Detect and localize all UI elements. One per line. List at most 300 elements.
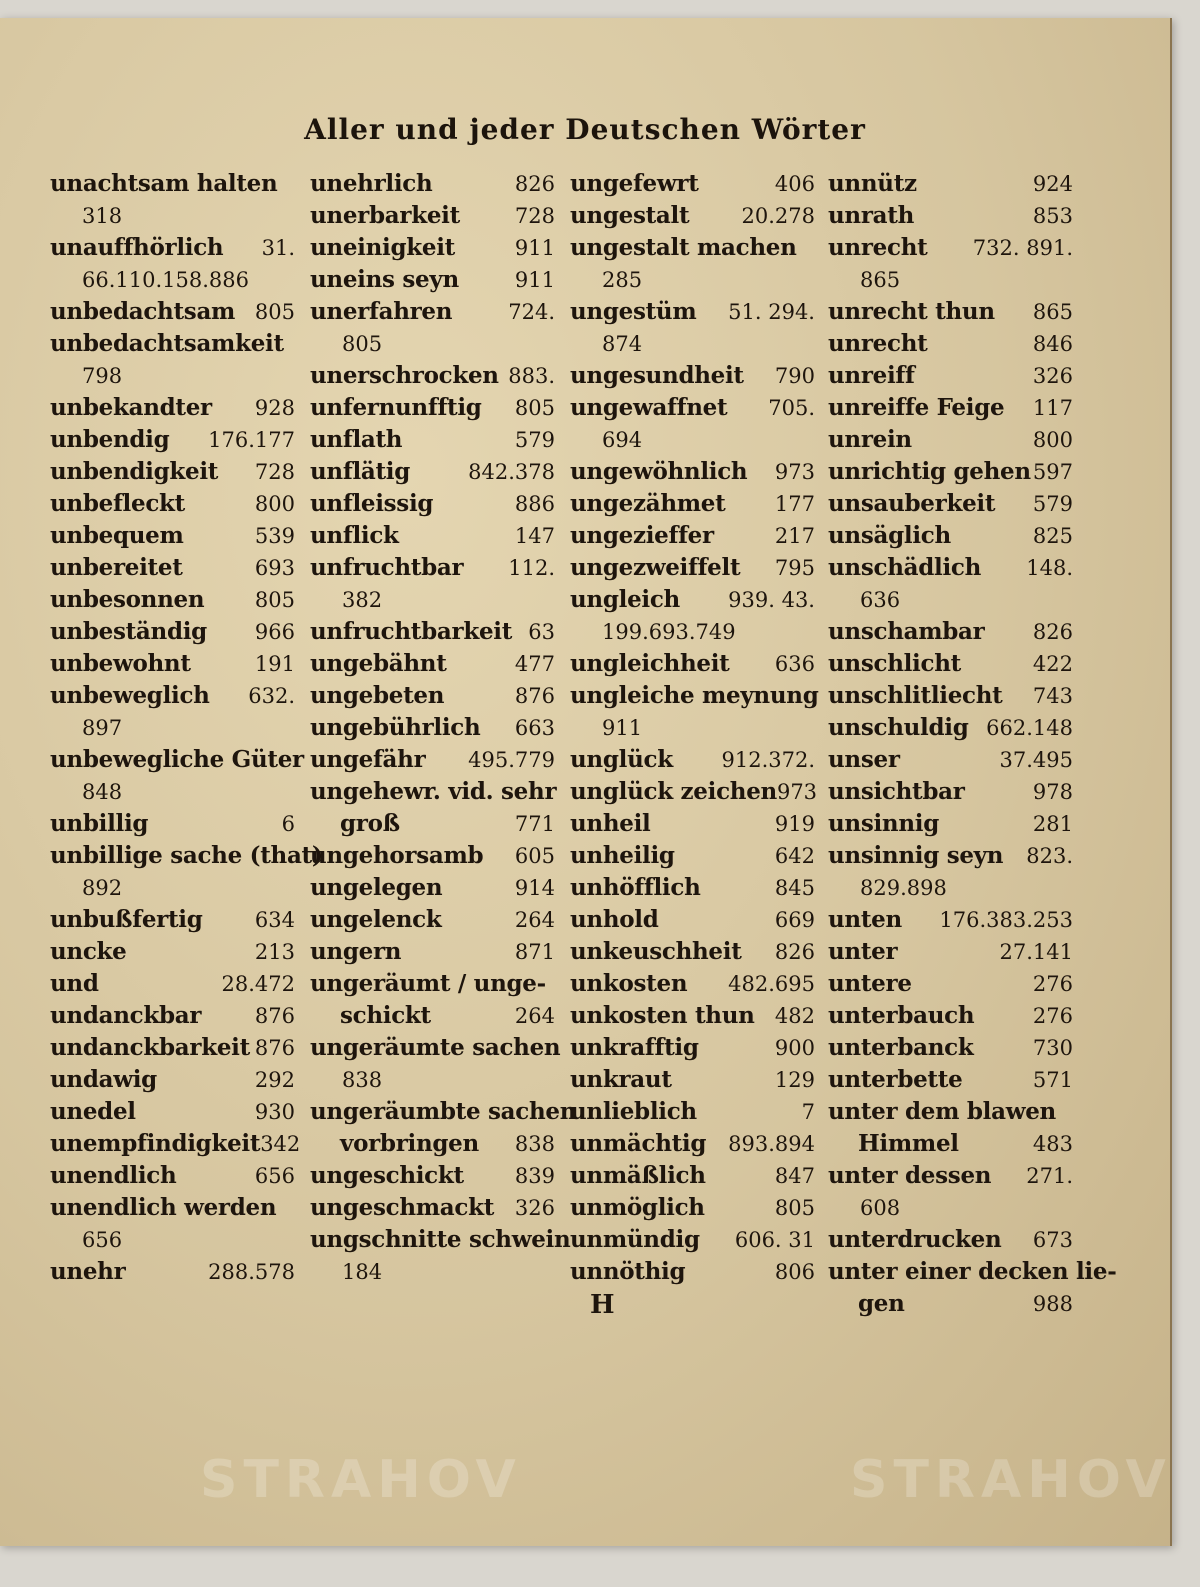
index-entry (570, 904, 815, 936)
entry-page-numbers: 382 (342, 588, 383, 612)
index-entry (570, 168, 815, 200)
index-entry (570, 680, 819, 712)
entry-page-numbers: 805 (514, 396, 555, 420)
index-entry (310, 840, 555, 872)
entry-page-numbers: 281 (1032, 812, 1073, 836)
index-entry (828, 1288, 1073, 1320)
entry-page-numbers: 730 (1032, 1036, 1073, 1060)
index-entry (570, 744, 815, 776)
entry-page-numbers: 826 (514, 172, 555, 196)
entry-word: unbedachtsam (50, 298, 236, 325)
entry-word: ungestalt (570, 202, 690, 229)
entry-page-numbers: 326 (1032, 364, 1073, 388)
index-entry (310, 968, 555, 1000)
index-entry (310, 392, 555, 424)
entry-word: unbendigkeit (50, 458, 219, 485)
entry-page-numbers: 20.278 (741, 204, 815, 228)
index-entry (50, 776, 295, 808)
entry-page-numbers: 829.898 (860, 876, 947, 900)
index-entry (570, 1160, 815, 1192)
index-entry (50, 296, 295, 328)
index-entry (310, 264, 555, 296)
index-entry (828, 1160, 1073, 1192)
index-entry (828, 808, 1073, 840)
entry-word: unbequem (50, 522, 184, 549)
index-entry (50, 904, 295, 936)
entry-word: ungeschmackt (310, 1194, 495, 1221)
entry-word: ungleich (570, 586, 680, 613)
entry-page-numbers: 579 (1032, 492, 1073, 516)
index-entry (828, 1128, 1073, 1160)
index-entry (570, 584, 815, 616)
index-entry (828, 328, 1073, 360)
entry-page-numbers: 724. (508, 300, 555, 324)
entry-page-numbers: 924 (1032, 172, 1073, 196)
index-entry (570, 1256, 815, 1288)
entry-word: unlieblich (570, 1098, 697, 1125)
entry-page-numbers: 217 (774, 524, 815, 548)
index-entry (50, 1064, 295, 1096)
entry-page-numbers: 798 (82, 364, 123, 388)
index-entry (50, 808, 295, 840)
index-entry (50, 872, 295, 904)
entry-page-numbers: 886 (514, 492, 555, 516)
entry-word: unachtsam halten (50, 170, 278, 197)
entry-page-numbers: 795 (774, 556, 815, 580)
index-entry (50, 1256, 295, 1288)
index-entry (50, 648, 295, 680)
entry-page-numbers: 6 (281, 812, 295, 836)
entry-word: unendlich werden (50, 1194, 277, 1221)
entry-page-numbers: 288.578 (208, 1260, 295, 1284)
entry-page-numbers: 177 (774, 492, 815, 516)
index-entry (50, 1192, 295, 1224)
index-entry (310, 296, 555, 328)
entry-word: gen (858, 1290, 905, 1317)
index-entry (828, 1192, 1073, 1224)
entry-page-numbers: 732. 891. (972, 236, 1073, 260)
index-entry (570, 1096, 815, 1128)
entry-page-numbers: 662.148 (986, 716, 1073, 740)
entry-word: unsauberkeit (828, 490, 996, 517)
entry-word: ungleichheit (570, 650, 730, 677)
entry-page-numbers: 805 (254, 588, 295, 612)
entry-word: ungelegen (310, 874, 443, 901)
entry-word: unterbauch (828, 1002, 975, 1029)
entry-page-numbers: 184 (342, 1260, 383, 1284)
index-entry (310, 552, 555, 584)
index-entry (50, 680, 295, 712)
entry-page-numbers: 276 (1032, 972, 1073, 996)
entry-page-numbers: 874 (602, 332, 643, 356)
entry-word: undanckbarkeit (50, 1034, 250, 1061)
entry-page-numbers: 37.495 (999, 748, 1073, 772)
book-page (0, 18, 1172, 1546)
entry-page-numbers: 176.383.253 (939, 908, 1073, 932)
entry-word: unser (828, 746, 900, 773)
entry-page-numbers: 743 (1032, 684, 1073, 708)
index-entry (828, 744, 1073, 776)
index-entry (570, 616, 815, 648)
index-entry (50, 168, 295, 200)
entry-word: vorbringen (340, 1130, 479, 1157)
index-entry (570, 264, 815, 296)
entry-page-numbers: 805 (342, 332, 383, 356)
entry-page-numbers: 806 (774, 1260, 815, 1284)
index-entry (50, 520, 295, 552)
index-entry (310, 1224, 571, 1256)
entry-word: unschädlich (828, 554, 982, 581)
entry-page-numbers: 876 (254, 1036, 295, 1060)
index-entry (570, 1032, 815, 1064)
entry-word: ungeräumbte sachen (310, 1098, 577, 1125)
entry-page-numbers: 292 (254, 1068, 295, 1092)
entry-page-numbers: 790 (774, 364, 815, 388)
entry-page-numbers: 495.779 (468, 748, 555, 772)
index-entry (828, 648, 1073, 680)
index-entry (310, 872, 555, 904)
index-entry (828, 488, 1073, 520)
index-entry (570, 488, 815, 520)
index-entry (828, 520, 1073, 552)
index-entry (828, 1000, 1073, 1032)
index-entry (570, 328, 815, 360)
entry-page-numbers: 823. (1026, 844, 1073, 868)
index-entry (310, 1192, 555, 1224)
entry-page-numbers: 264 (514, 1004, 555, 1028)
entry-word: unsichtbar (828, 778, 965, 805)
entry-page-numbers: 264 (514, 908, 555, 932)
entry-page-numbers: 876 (254, 1004, 295, 1028)
index-entry (570, 808, 815, 840)
index-entry (828, 968, 1073, 1000)
entry-page-numbers: 571 (1032, 1068, 1073, 1092)
index-entry (828, 840, 1073, 872)
entry-page-numbers: 846 (1032, 332, 1073, 356)
index-entry (310, 488, 555, 520)
entry-word: unedel (50, 1098, 136, 1125)
entry-page-numbers: 911 (602, 716, 643, 740)
entry-word: unsäglich (828, 522, 951, 549)
entry-page-numbers: 483 (1032, 1132, 1073, 1156)
index-entry (828, 904, 1073, 936)
entry-word: unkraut (570, 1066, 672, 1093)
entry-word: unbewegliche Güter (50, 746, 304, 773)
index-entry (570, 200, 815, 232)
entry-page-numbers: 27.141 (999, 940, 1073, 964)
entry-word: unheilig (570, 842, 675, 869)
entry-word: unrecht thun (828, 298, 995, 325)
entry-word: schickt (340, 1002, 431, 1029)
entry-page-numbers: 865 (860, 268, 901, 292)
index-entry (570, 232, 815, 264)
index-entry (310, 904, 555, 936)
entry-page-numbers: 838 (514, 1132, 555, 1156)
entry-page-numbers: 978 (1032, 780, 1073, 804)
entry-page-numbers: 939. 43. (728, 588, 815, 612)
entry-word: unfernunfftig (310, 394, 482, 421)
entry-word: unglück (570, 746, 673, 773)
entry-page-numbers: 848 (82, 780, 123, 804)
index-entry (50, 840, 323, 872)
index-entry (570, 840, 815, 872)
entry-word: untere (828, 970, 912, 997)
entry-word: unehrlich (310, 170, 433, 197)
entry-page-numbers: 800 (1032, 428, 1073, 452)
entry-page-numbers: 919 (774, 812, 815, 836)
index-entry (570, 712, 815, 744)
index-entry (828, 168, 1073, 200)
entry-word: unsinnig (828, 810, 939, 837)
entry-word: ungehewr. vid. sehr (310, 778, 557, 805)
index-column-4 (828, 168, 1117, 1320)
index-entry (570, 872, 815, 904)
entry-word: unfleissig (310, 490, 434, 517)
entry-page-numbers: 673 (1032, 1228, 1073, 1252)
index-entry (50, 328, 295, 360)
index-entry (50, 1000, 295, 1032)
entry-word: unheil (570, 810, 651, 837)
entry-word: unbußfertig (50, 906, 203, 933)
entry-word: ungehorsamb (310, 842, 484, 869)
entry-word: unflätig (310, 458, 411, 485)
entry-word: unbekandter (50, 394, 212, 421)
index-entry (50, 360, 295, 392)
entry-page-numbers: 883. (508, 364, 555, 388)
index-entry (828, 360, 1073, 392)
index-entry (50, 488, 295, 520)
entry-word: unrichtig gehen (828, 458, 1031, 485)
index-entry (570, 520, 815, 552)
index-entry (828, 872, 1073, 904)
entry-page-numbers: 213 (254, 940, 295, 964)
index-entry (50, 616, 295, 648)
entry-word: unerfahren (310, 298, 453, 325)
entry-page-numbers: 914 (514, 876, 555, 900)
index-entry (570, 456, 815, 488)
index-entry (50, 936, 295, 968)
entry-page-numbers: 539 (254, 524, 295, 548)
entry-word: unerschrocken (310, 362, 499, 389)
index-entry (828, 424, 1073, 456)
index-entry (570, 1192, 815, 1224)
entry-word: unbesonnen (50, 586, 205, 613)
index-entry (310, 584, 555, 616)
entry-word: unter dessen (828, 1162, 992, 1189)
entry-word: unschuldig (828, 714, 969, 741)
index-entry (310, 328, 555, 360)
entry-word: unflick (310, 522, 399, 549)
index-entry (570, 968, 815, 1000)
entry-page-numbers: 285 (602, 268, 643, 292)
index-column-2 (310, 168, 577, 1288)
entry-page-numbers: 276 (1032, 1004, 1073, 1028)
index-entry (828, 392, 1073, 424)
index-entry (828, 552, 1073, 584)
index-entry (570, 776, 818, 808)
entry-word: unter dem blawen (828, 1098, 1056, 1125)
index-entry (828, 264, 1073, 296)
index-entry (828, 776, 1073, 808)
entry-page-numbers: 973 (774, 460, 815, 484)
index-entry (310, 616, 555, 648)
entry-page-numbers: 579 (514, 428, 555, 452)
entry-page-numbers: 482 (774, 1004, 815, 1028)
entry-word: unter (828, 938, 898, 965)
index-entry (570, 552, 815, 584)
entry-word: ungesundheit (570, 362, 744, 389)
index-entry (828, 1256, 1117, 1288)
entry-page-numbers: 826 (1032, 620, 1073, 644)
entry-word: unterbanck (828, 1034, 974, 1061)
index-entry (310, 936, 555, 968)
entry-page-numbers: 129 (774, 1068, 815, 1092)
entry-page-numbers: 477 (514, 652, 555, 676)
entry-word: ungebähnt (310, 650, 447, 677)
watermark-left: STRAHOV (200, 1450, 522, 1510)
watermark-right: STRAHOV (850, 1450, 1172, 1510)
entry-page-numbers: 147 (514, 524, 555, 548)
entry-page-numbers: 911 (514, 268, 555, 292)
entry-page-numbers: 28.472 (221, 972, 295, 996)
entry-page-numbers: 911 (514, 236, 555, 260)
entry-page-numbers: 642 (774, 844, 815, 868)
entry-word: ungeräumt / unge- (310, 970, 546, 997)
entry-word: ungleiche meynung (570, 682, 819, 709)
entry-word: unauffhörlich (50, 234, 224, 261)
entry-page-numbers: 112. (508, 556, 555, 580)
catchword: H (590, 1290, 615, 1320)
index-entry (50, 552, 295, 584)
entry-page-numbers: 839 (514, 1164, 555, 1188)
entry-word: ungezweiffelt (570, 554, 741, 581)
index-entry (570, 1128, 815, 1160)
entry-page-numbers: 728 (254, 460, 295, 484)
entry-page-numbers: 7 (801, 1100, 815, 1124)
index-entry (828, 712, 1073, 744)
page-header: Aller und jeder Deutschen Wörter (304, 113, 866, 146)
entry-word: unkosten thun (570, 1002, 755, 1029)
index-entry (310, 744, 555, 776)
entry-word: groß (340, 810, 400, 837)
index-entry (310, 712, 555, 744)
entry-page-numbers: 865 (1032, 300, 1073, 324)
entry-page-numbers: 422 (1032, 652, 1073, 676)
index-entry (828, 1032, 1073, 1064)
entry-word: ungeräumte sachen (310, 1034, 561, 1061)
index-entry (570, 1224, 815, 1256)
entry-word: unbewohnt (50, 650, 191, 677)
index-entry (310, 1160, 555, 1192)
index-entry (50, 1224, 295, 1256)
entry-word: unflath (310, 426, 403, 453)
entry-word: ungelenck (310, 906, 442, 933)
entry-page-numbers: 847 (774, 1164, 815, 1188)
entry-word: unempfindigkeit (50, 1130, 261, 1157)
entry-page-numbers: 606. 31 (734, 1228, 815, 1252)
entry-word: ungestüm (570, 298, 697, 325)
entry-word: unrecht (828, 234, 928, 261)
entry-word: unfruchtbarkeit (310, 618, 513, 645)
index-entry (50, 232, 295, 264)
entry-page-numbers: 876 (514, 684, 555, 708)
entry-page-numbers: 805 (254, 300, 295, 324)
index-entry (310, 776, 555, 808)
entry-word: unbendig (50, 426, 170, 453)
entry-page-numbers: 199.693.749 (602, 620, 736, 644)
entry-word: ungebeten (310, 682, 445, 709)
entry-word: unmöglich (570, 1194, 705, 1221)
index-entry (570, 1064, 815, 1096)
entry-page-numbers: 771 (514, 812, 555, 836)
index-entry (50, 392, 295, 424)
entry-page-numbers: 31. (261, 236, 295, 260)
entry-page-numbers: 605 (514, 844, 555, 868)
index-entry (50, 424, 295, 456)
entry-word: unmündig (570, 1226, 700, 1253)
entry-word: unehr (50, 1258, 126, 1285)
index-column-3 (570, 168, 819, 1288)
entry-page-numbers: 853 (1032, 204, 1073, 228)
entry-word: unterdrucken (828, 1226, 1002, 1253)
entry-word: unnöthig (570, 1258, 686, 1285)
entry-word: unhöfflich (570, 874, 701, 901)
entry-page-numbers: 825 (1032, 524, 1073, 548)
entry-word: unfruchtbar (310, 554, 464, 581)
index-entry (50, 968, 295, 1000)
entry-word: unterbette (828, 1066, 963, 1093)
entry-word: unkeuschheit (570, 938, 742, 965)
index-entry (310, 424, 555, 456)
index-entry (50, 1096, 295, 1128)
entry-word: ungestalt machen (570, 234, 797, 261)
entry-word: ungewöhnlich (570, 458, 748, 485)
entry-page-numbers: 608 (860, 1196, 901, 1220)
entry-word: ungewaffnet (570, 394, 728, 421)
entry-word: unkrafftig (570, 1034, 699, 1061)
index-entry (50, 1128, 301, 1160)
entry-page-numbers: 912.372. (721, 748, 815, 772)
index-entry (828, 200, 1073, 232)
entry-page-numbers: 636 (774, 652, 815, 676)
index-entry (310, 232, 555, 264)
entry-word: unnütz (828, 170, 917, 197)
entry-word: unrecht (828, 330, 928, 357)
index-entry (828, 584, 1073, 616)
index-entry (310, 360, 555, 392)
index-entry (570, 936, 815, 968)
entry-word: und (50, 970, 99, 997)
entry-word: ungefähr (310, 746, 426, 773)
entry-word: unerbarkeit (310, 202, 460, 229)
entry-word: unbefleckt (50, 490, 185, 517)
entry-page-numbers: 191 (254, 652, 295, 676)
entry-page-numbers: 342 (260, 1132, 301, 1156)
entry-page-numbers: 893.894 (728, 1132, 815, 1156)
index-entry (310, 1128, 555, 1160)
index-column-1 (50, 168, 323, 1288)
entry-word: unreiffe Feige (828, 394, 1005, 421)
index-entry (828, 680, 1073, 712)
index-entry (310, 808, 555, 840)
index-entry (310, 1032, 561, 1064)
entry-word: Himmel (858, 1130, 959, 1157)
entry-word: ungezieffer (570, 522, 714, 549)
entry-word: unbillig (50, 810, 149, 837)
entry-page-numbers: 892 (82, 876, 123, 900)
entry-page-numbers: 800 (254, 492, 295, 516)
entry-page-numbers: 663 (514, 716, 555, 740)
